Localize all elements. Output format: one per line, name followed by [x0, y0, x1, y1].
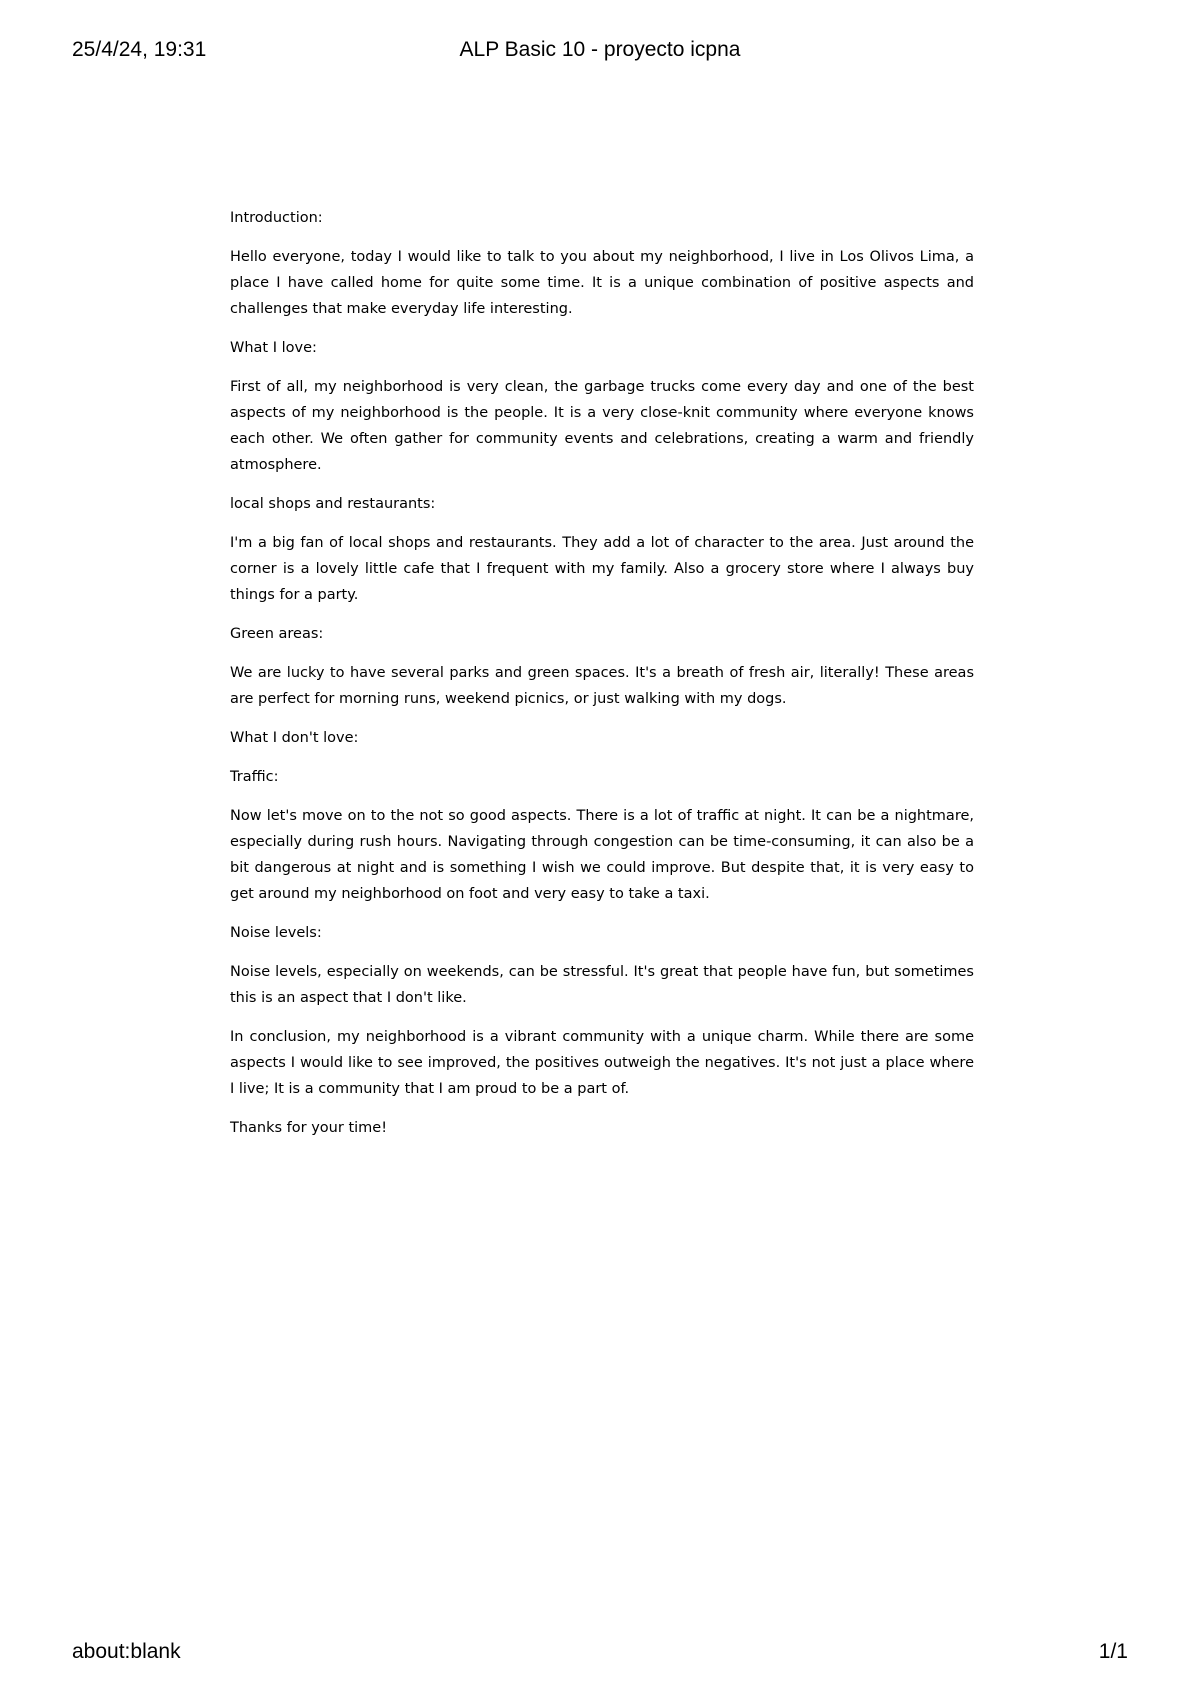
green-paragraph: We are lucky to have several parks and green spaces. It's a breath of fresh air, literally! These areas are perfect for morning runs, weekend picnics, or just walking with my dogs.: [230, 665, 974, 707]
document-body: [230, 205, 974, 1154]
print-page-number: 1/1: [1098, 1640, 1128, 1663]
intro-paragraph: Hello everyone, today I would like to talk to you about my neighborhood, I live in Los Olivos Lima, a place I have called home for quite some time. It is a unique combination of positive aspects and challenges that make everyday life interesting.: [230, 249, 974, 317]
conclusion-paragraph: In conclusion, my neighborhood is a vibrant community with a unique charm. While there are some aspects I would like to see improved, the positives outweigh the negatives. It's not just a place where I live; It is a community that I am proud to be a part of.: [230, 1029, 974, 1097]
green-heading: Green areas:: [230, 626, 324, 642]
shops-heading: local shops and restaurants:: [230, 496, 436, 512]
dislike-heading: What I don't love:: [230, 730, 359, 746]
print-url: about:blank: [72, 1640, 181, 1663]
love-paragraph: First of all, my neighborhood is very clean, the garbage trucks come every day and one of the best aspects of my neighborhood is the people. It is a very close-knit community where everyone knows each other. We often gather for community events and celebrations, creating a warm and friendly atmosphere.: [230, 379, 974, 473]
traffic-heading: Traffic:: [230, 769, 279, 785]
traffic-paragraph: Now let's move on to the not so good aspects. There is a lot of traffic at night. It can be a nightmare, especially during rush hours. Navigating through congestion can be time-consuming, it can also be a bit dangerous at night and is something I wish we could improve. But despite that, it is very easy to get around my neighborhood on foot and very easy to take a taxi.: [230, 808, 974, 902]
shops-paragraph: I'm a big fan of local shops and restaurants. They add a lot of character to the area. Just around the corner is a lovely little cafe that I frequent with my family. Also a grocery store where I always buy things for a party.: [230, 535, 974, 603]
print-title: ALP Basic 10 - proyecto icpna: [459, 38, 741, 61]
noise-heading: Noise levels:: [230, 925, 322, 941]
intro-heading: Introduction:: [230, 210, 323, 226]
noise-paragraph: Noise levels, especially on weekends, can be stressful. It's great that people have fun, but sometimes this is an aspect that I don't like.: [230, 964, 974, 1006]
print-footer: [72, 1640, 1128, 1670]
love-heading: What I love:: [230, 340, 317, 356]
print-header: [72, 38, 1128, 68]
thanks-line: Thanks for your time!: [230, 1120, 388, 1136]
print-datetime: 25/4/24, 19:31: [72, 38, 207, 61]
